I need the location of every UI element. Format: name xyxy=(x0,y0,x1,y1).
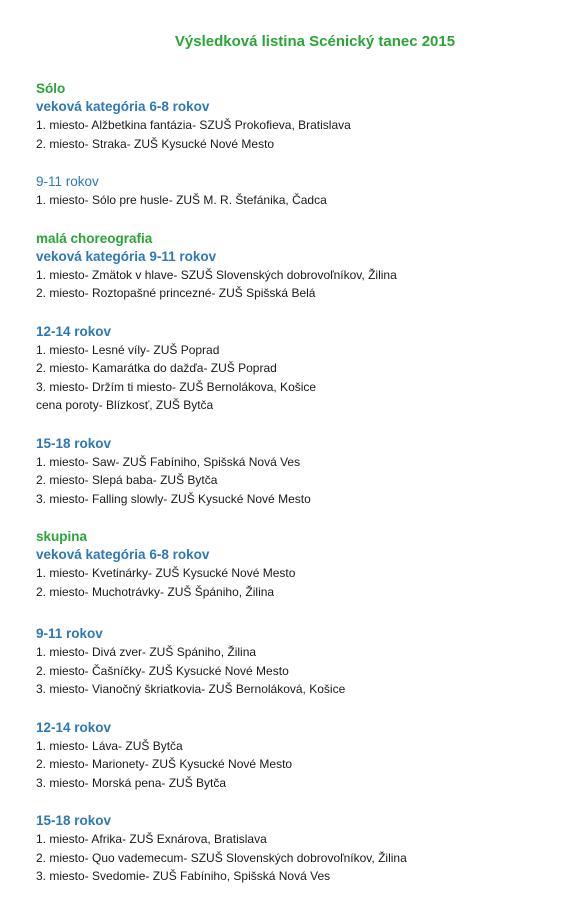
result-entry: 3. miesto- Svedomie- ZUŠ Fabíniho, Spišská Nová Ves xyxy=(36,869,331,883)
result-entry: 3. miesto- Falling slowly- ZUŠ Kysucké Nové Mesto xyxy=(36,491,311,506)
document-title: Výsledková listina Scénický tanec 2015 xyxy=(174,33,456,50)
result-entry: 1. miesto- Zmätok v hlave- SZUŠ Slovenských dobrovoľníkov, Žilina xyxy=(36,267,397,282)
group-heading: 12-14 rokov xyxy=(36,719,112,735)
result-entry: 2. miesto- Straka- ZUŠ Kysucké Nové Mesto xyxy=(36,136,275,151)
result-entry: 1. miesto- Sólo pre husle- ZUŠ M. R. Štefánika, Čadca xyxy=(36,193,327,207)
result-entry: 2. miesto- Slepá baba- ZUŠ Bytča xyxy=(36,473,218,487)
result-entry: 1. miesto- Afrika- ZUŠ Exnárova, Bratislava xyxy=(36,832,267,846)
result-entry: 2. miesto- Čašníčky- ZUŠ Kysucké Nové Mesto xyxy=(36,663,289,678)
group-heading: veková kategória 6-8 rokov xyxy=(36,547,210,562)
result-entry: 1. miesto- Saw- ZUŠ Fabíniho, Spišská Nová Ves xyxy=(36,454,301,469)
result-entry: 1. miesto- Lesné víly- ZUŠ Poprad xyxy=(36,342,220,357)
result-entry: 2. miesto- Muchotrávky- ZUŠ Špániho, Žilina xyxy=(36,584,275,599)
result-entry: 1. miesto- Alžbetkina fantázia- SZUŠ Prokofieva, Bratislava xyxy=(36,118,351,132)
group-heading: 12-14 rokov xyxy=(36,323,112,339)
group-heading: 9-11 rokov xyxy=(36,626,103,641)
result-entry: 2. miesto- Quo vademecum- SZUŠ Slovenských dobrovoľníkov, Žilina xyxy=(36,850,407,865)
category-group: skupina xyxy=(36,529,88,544)
group-heading: veková kategória 6-8 rokov xyxy=(36,99,210,114)
result-entry: 1. miesto- Láva- ZUŠ Bytča xyxy=(36,738,183,753)
group-heading: 15-18 rokov xyxy=(36,813,112,828)
group-heading: veková kategória 9-11 rokov xyxy=(36,248,217,264)
result-entry: 3. miesto- Držím ti miesto- ZUŠ Bernolákova, Košice xyxy=(36,379,317,394)
results-content xyxy=(36,80,556,886)
result-entry: 1. miesto- Divá zver- ZUŠ Spániho, Žilina xyxy=(36,645,257,659)
group-heading: 9-11 rokov xyxy=(36,174,99,189)
result-entry: 2. miesto- Kamarátka do dažďa- ZUŠ Poprad xyxy=(36,361,277,375)
category-solo: Sólo xyxy=(36,81,66,96)
result-entry: 3. miesto- Vianočný škriatkovia- ZUŠ Bernoláková, Košice xyxy=(36,682,346,696)
result-entry: 2. miesto- Roztopašné princezné- ZUŠ Spišská Belá xyxy=(36,286,316,300)
result-entry: 3. miesto- Morská pena- ZUŠ Bytča xyxy=(36,775,227,790)
result-entry: 2. miesto- Marionety- ZUŠ Kysucké Nové Mesto xyxy=(36,757,293,771)
group-heading: 15-18 rokov xyxy=(36,435,112,451)
result-entry: cena poroty- Blízkosť, ZUŠ Bytča xyxy=(36,398,214,412)
category-small-choreography: malá choreografia xyxy=(36,230,153,246)
result-entry: 1. miesto- Kvetinárky- ZUŠ Kysucké Nové Mesto xyxy=(36,566,296,580)
